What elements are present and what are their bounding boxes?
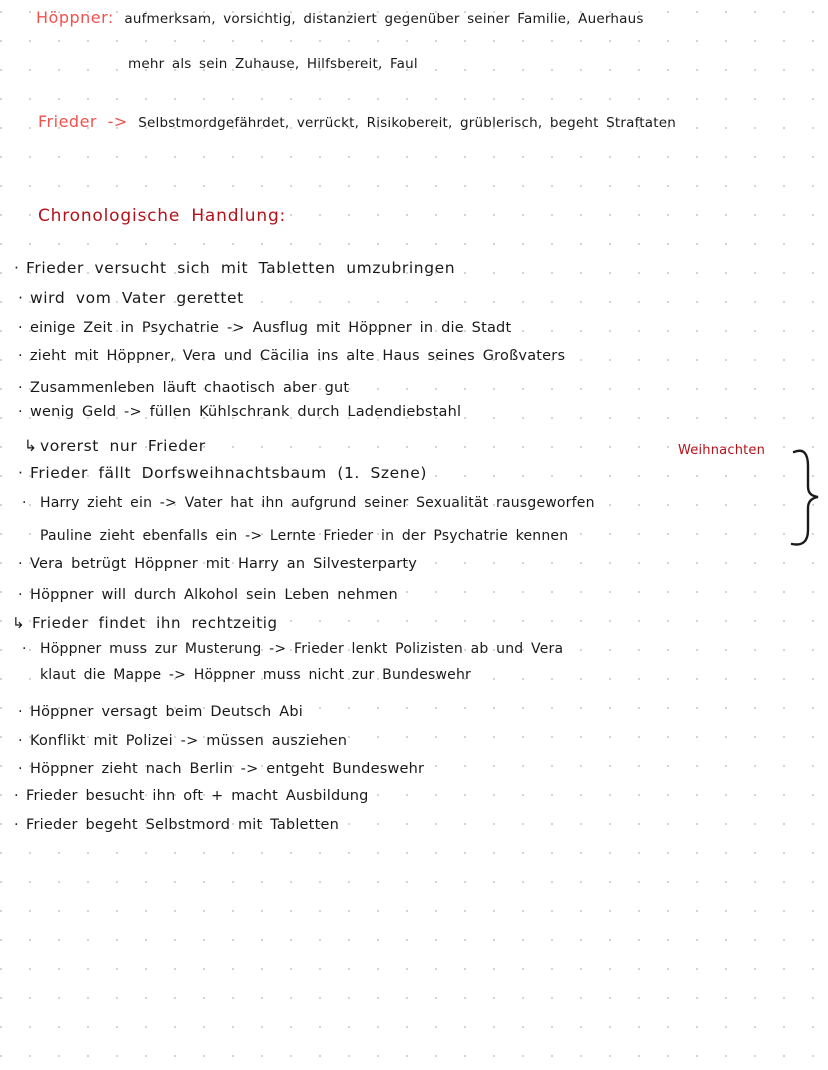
plot-item-text: zieht mit Höppner, Vera und Cäcilia ins alte Haus seines Großvaters bbox=[30, 348, 566, 364]
bullet-marker: · bbox=[18, 380, 23, 396]
frieder-label: Frieder -> bbox=[38, 112, 128, 131]
plot-item bbox=[18, 464, 427, 482]
bullet-marker: · bbox=[18, 733, 23, 749]
bullet-marker: · bbox=[18, 348, 23, 364]
arrow-marker: ↳ bbox=[12, 614, 26, 632]
bullet-marker: · bbox=[14, 817, 19, 833]
plot-item-text: vorerst nur Frieder bbox=[40, 437, 206, 455]
plot-item-text: Höppner zieht nach Berlin -> entgeht Bundeswehr bbox=[30, 761, 425, 777]
plot-item-text: einige Zeit in Psychatrie -> Ausflug mit Höppner in die Stadt bbox=[30, 320, 512, 336]
bullet-marker: · bbox=[18, 289, 24, 307]
plot-item bbox=[22, 641, 563, 657]
plot-item bbox=[14, 817, 339, 833]
plot-item bbox=[14, 788, 369, 804]
bullet-marker: · bbox=[18, 761, 23, 777]
plot-item-text: Pauline zieht ebenfalls ein -> Lernte Frieder in der Psychatrie kennen bbox=[40, 528, 569, 544]
plot-item bbox=[18, 320, 511, 336]
plot-item-text: Vera betrügt Höppner mit Harry an Silvesterparty bbox=[30, 556, 418, 572]
arrow-marker: ↳ bbox=[24, 437, 38, 455]
plot-subitem bbox=[24, 437, 206, 455]
plot-item bbox=[18, 289, 244, 307]
plot-item-text: Frieder besucht ihn oft + macht Ausbildung bbox=[26, 788, 369, 804]
bullet-marker: · bbox=[18, 587, 23, 603]
plot-item-text: Frieder fällt Dorfsweihnachtsbaum (1. Szene) bbox=[30, 464, 428, 482]
plot-item bbox=[14, 259, 455, 277]
plot-item-text: Frieder versucht sich mit Tabletten umzubringen bbox=[26, 259, 456, 277]
plot-item bbox=[22, 495, 595, 511]
weihnachten-annotation: Weihnachten bbox=[678, 443, 766, 458]
plot-item-text: Frieder begeht Selbstmord mit Tabletten bbox=[26, 817, 339, 833]
hoeppner-traits: aufmerksam, vorsichtig, distanziert gegenüber seiner Familie, Auerhaus bbox=[124, 11, 644, 27]
hoeppner-line-1 bbox=[36, 8, 644, 27]
plot-item-text: Harry zieht ein -> Vater hat ihn aufgrund seiner Sexualität rausgeworfen bbox=[40, 495, 595, 511]
curly-brace-icon bbox=[790, 446, 820, 548]
plot-heading: Chronologische Handlung: bbox=[38, 206, 287, 226]
plot-item bbox=[40, 528, 568, 544]
plot-item bbox=[18, 733, 347, 749]
plot-item bbox=[18, 404, 461, 420]
plot-item-text: Konflikt mit Polizei -> müssen ausziehen bbox=[30, 733, 348, 749]
plot-item bbox=[18, 761, 424, 777]
plot-item-text: Höppner versagt beim Deutsch Abi bbox=[30, 704, 303, 720]
bullet-marker: · bbox=[18, 556, 23, 572]
bullet-marker: · bbox=[18, 704, 23, 720]
plot-item-continued bbox=[40, 667, 471, 683]
plot-subitem bbox=[12, 614, 278, 632]
bullet-marker: · bbox=[14, 788, 19, 804]
bullet-marker: · bbox=[18, 320, 23, 336]
frieder-line bbox=[38, 112, 676, 131]
frieder-traits: Selbstmordgefährdet, verrückt, Risikobereit, grüblerisch, begeht Straftaten bbox=[138, 115, 677, 131]
plot-item bbox=[18, 704, 303, 720]
plot-item bbox=[18, 556, 417, 572]
hoeppner-label: Höppner: bbox=[36, 8, 114, 27]
bullet-marker: · bbox=[14, 259, 20, 277]
plot-item-text: wird vom Vater gerettet bbox=[30, 289, 244, 307]
plot-item-text: Frieder findet ihn rechtzeitig bbox=[32, 614, 278, 632]
plot-item bbox=[18, 380, 349, 396]
hoeppner-line-2: mehr als sein Zuhause, Hilfsbereit, Faul bbox=[128, 56, 418, 72]
plot-item-text: Zusammenleben läuft chaotisch aber gut bbox=[30, 380, 350, 396]
plot-item bbox=[18, 587, 398, 603]
bullet-marker: · bbox=[22, 495, 27, 511]
plot-item-text: Höppner muss zur Musterung -> Frieder lenkt Polizisten ab und Vera bbox=[40, 641, 564, 657]
bullet-marker: · bbox=[18, 404, 23, 420]
plot-item-text: klaut die Mappe -> Höppner muss nicht zur Bundeswehr bbox=[40, 667, 472, 683]
plot-item bbox=[18, 348, 565, 364]
bullet-marker: · bbox=[18, 464, 24, 482]
plot-item-text: wenig Geld -> füllen Kühlschrank durch Ladendiebstahl bbox=[30, 404, 462, 420]
bullet-marker: · bbox=[22, 641, 27, 657]
plot-item-text: Höppner will durch Alkohol sein Leben nehmen bbox=[30, 587, 398, 603]
